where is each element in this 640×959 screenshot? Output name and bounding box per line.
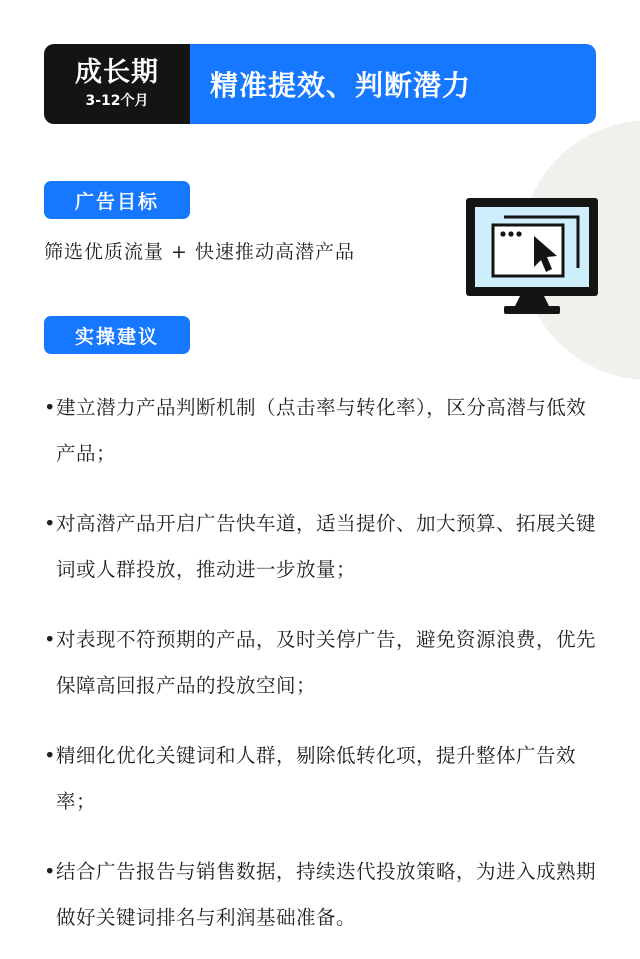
advice-tag: 实操建议 — [44, 316, 190, 354]
stage-badge — [44, 44, 190, 124]
list-item-text: 对高潜产品开启广告快车道，适当提价、加大预算、拓展关键词或人群投放，推动进一步放量； — [56, 512, 597, 581]
list-item — [44, 385, 604, 477]
bullet-dot: • — [44, 744, 57, 767]
bullet-dot: • — [44, 628, 57, 651]
list-item-text: 建立潜力产品判断机制（点击率与转化率），区分高潜与低效产品； — [56, 396, 587, 465]
bullet-dot: • — [44, 860, 57, 883]
list-item-text: 精细化优化关键词和人群，剔除低转化项，提升整体广告效率； — [56, 744, 577, 813]
bullet-dot: • — [44, 512, 57, 535]
stage-name: 成长期 — [75, 57, 159, 88]
bullet-dot: • — [44, 396, 57, 419]
stage-header — [44, 44, 596, 124]
list-item — [44, 849, 604, 941]
list-item — [44, 733, 604, 825]
list-item-text: 对表现不符预期的产品，及时关停广告，避免资源浪费，优先保障高回报产品的投放空间； — [56, 628, 597, 697]
stage-period: 3-12个月 — [85, 93, 149, 109]
list-item — [44, 617, 604, 709]
list-item-text: 结合广告报告与销售数据，持续迭代投放策略，为进入成熟期做好关键词排名与利润基础准备。 — [56, 860, 597, 929]
advice-list — [44, 385, 604, 941]
stage-title: 精准提效、判断潜力 — [190, 44, 596, 124]
goal-text: 筛选优质流量 + 快速推动高潜产品 — [44, 241, 355, 263]
goal-tag: 广告目标 — [44, 181, 190, 219]
list-item — [44, 501, 604, 593]
computer-monitor-cursor-icon — [466, 198, 598, 316]
